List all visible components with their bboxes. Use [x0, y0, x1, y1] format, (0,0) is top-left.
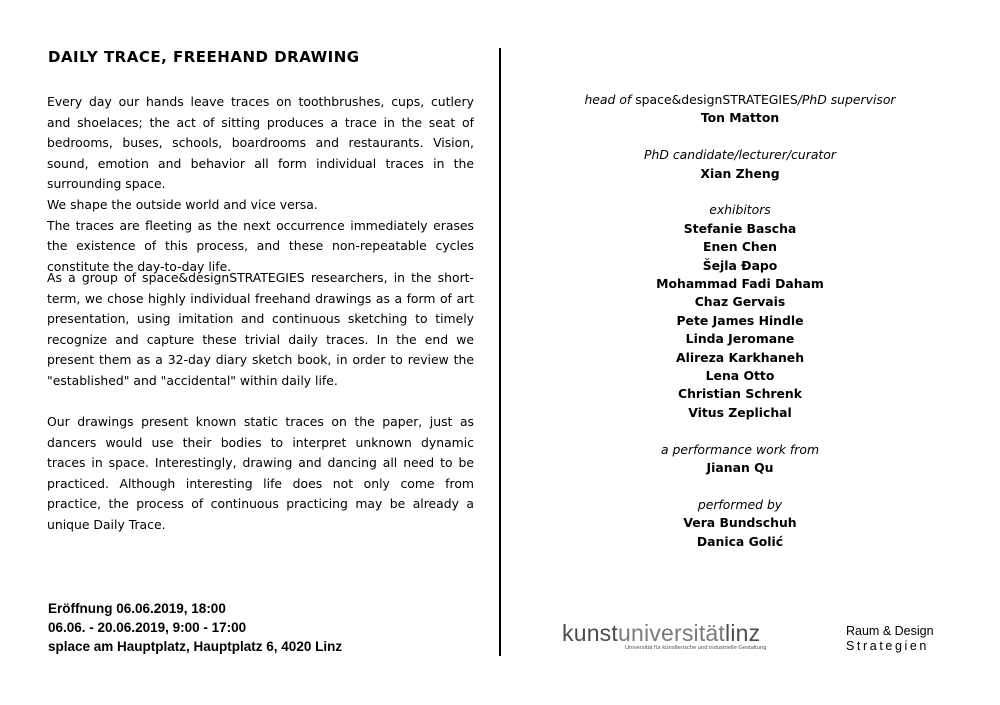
intro-sentence-1: Every day our hands leave traces on toothbrushes, cups, cutlery and shoelaces; the act of sitting produces a trace in the seat of bedrooms, buses, schools, boardrooms and restaurants. Vision, sound, emotion and behavior all form individual traces in the surrounding space.	[47, 94, 474, 192]
performer-name: Vera Bundschuh	[683, 515, 797, 531]
exhibitor-name: Pete James Hindle	[676, 312, 804, 328]
venue-line: splace am Hauptplatz, Hauptplatz 6, 4020 Linz	[48, 639, 343, 654]
performed-role: performed by	[697, 496, 783, 512]
raum-design-strategien-logo	[846, 624, 934, 654]
head-role	[540, 91, 940, 109]
logo-word-kunst: kunst	[562, 620, 618, 646]
research-paragraph: As a group of space&designSTRATEGIES researchers, in the short-term, we chose highly individual freehand drawings as a form of art presentation, using imitation and continuous sketching to timely recognize and capture these trivial daily traces. In the end we present them as a 32-day diary sketch book, in order to review the "established" and "accidental" within daily life.	[47, 270, 474, 388]
event-info	[48, 599, 342, 656]
exhibitor-name: Šejla Đapo	[702, 257, 778, 273]
intro-paragraph	[47, 92, 474, 277]
exhibitor-name: Linda Jeromane	[685, 331, 795, 347]
performance-role: a performance work from	[660, 441, 820, 457]
drawings-paragraph: Our drawings present known static traces on the paper, just as dancers would use their bodies to interpret unknown dynamic traces in space. Interestingly, drawing and dancing all need to be practiced. Although interesting life does not only come from practice, the process of continuous practicing may be already a unique Daily Trace.	[47, 414, 474, 532]
kunstuniversitaet-logo	[562, 620, 760, 646]
credits	[540, 91, 940, 551]
logo-word-linz: linz	[725, 620, 761, 646]
phd-role: PhD candidate/lecturer/curator	[644, 147, 836, 163]
intro-sentence-2: We shape the outside world and vice versa.	[47, 196, 318, 212]
exhibitor-name: Enen Chen	[703, 239, 777, 255]
head-role-suffix: /PhD supervisor	[797, 92, 896, 107]
vertical-divider	[499, 48, 501, 656]
logo-line-1: Raum & Design	[846, 624, 934, 638]
logo-word-universitaet: universität	[617, 620, 726, 646]
opening-line: Eröffnung 06.06.2019, 18:00	[48, 601, 226, 616]
kunstuniversitaet-subtitle: Universität für künstlerische und industrielle Gestaltung	[625, 645, 767, 651]
exhibitor-name: Stefanie Bascha	[683, 220, 797, 236]
page-title: DAILY TRACE, FREEHAND DRAWING	[48, 48, 360, 66]
head-role-org: space&designSTRATEGIES	[635, 92, 798, 107]
exhibitor-name: Chaz Gervais	[694, 294, 786, 310]
phd-name: Xian Zheng	[700, 165, 780, 181]
performer-name: Danica Golić	[696, 533, 784, 549]
performance-name: Jianan Qu	[706, 460, 774, 476]
exhibitors-role: exhibitors	[709, 202, 771, 218]
exhibitor-name: Alireza Karkhaneh	[675, 349, 805, 365]
exhibitor-name: Lena Otto	[705, 368, 775, 384]
exhibitor-name: Christian Schrenk	[678, 386, 802, 402]
head-name: Ton Matton	[700, 110, 780, 126]
logo-line-2: Strategien	[846, 639, 929, 653]
dates-line: 06.06. - 20.06.2019, 9:00 - 17:00	[48, 620, 247, 635]
exhibitor-name: Mohammad Fadi Daham	[656, 276, 824, 292]
intro-sentence-3: The traces are fleeting as the next occurrence immediately erases the existence of this process, and these non-repeatable cycles constitute the day-to-day life.	[47, 217, 474, 274]
exhibitor-name: Vitus Zeplichal	[688, 404, 792, 420]
head-role-prefix: head of	[584, 92, 636, 107]
